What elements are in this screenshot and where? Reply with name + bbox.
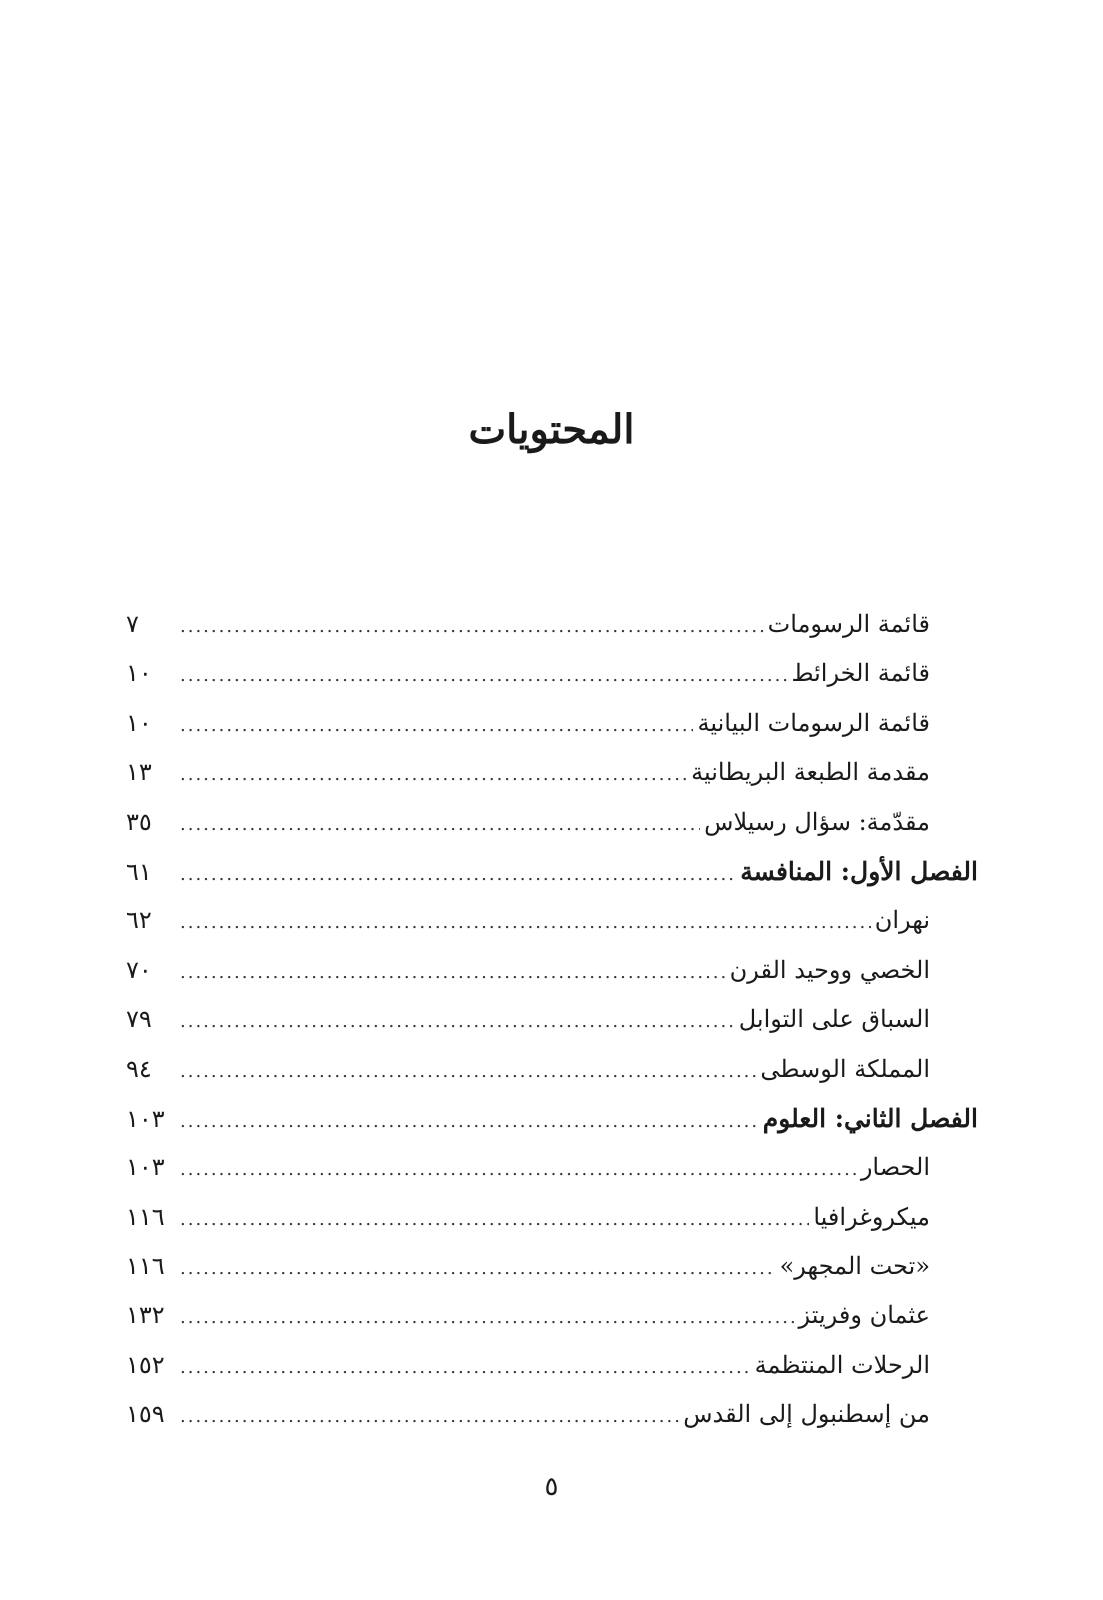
page-title: المحتويات [468,406,635,453]
toc-leader-dots [180,800,700,849]
toc-entry-page: ١٠ [126,659,152,688]
toc-entry [126,748,978,797]
toc-entry-title: الحصار [860,1153,930,1182]
toc-leader-dots [180,1097,759,1146]
toc-entry-title: «تحت المجهر» [779,1252,930,1281]
toc-entry-title: قائمة الخرائط [791,659,930,688]
page-number: ٥ [544,1472,559,1502]
toc-entry [126,600,978,649]
toc-entry [126,1143,978,1192]
toc-entry-page: ٧ [126,610,139,638]
table-of-contents [126,600,978,1440]
toc-leader-dots [180,1293,795,1342]
toc-entry-page: ١١٦ [126,1202,165,1231]
toc-chapter-entry [126,1094,978,1143]
toc-entry [126,1045,978,1094]
toc-entry-page: ٩٤ [126,1054,152,1083]
toc-entry-title: نهران [874,906,930,935]
toc-entry-title: الرحلات المنتظمة [754,1350,930,1379]
toc-entry-page: ٦١ [126,857,152,886]
toc-entry-page: ١٣ [126,758,152,787]
toc-leader-dots [180,997,735,1046]
toc-entry [126,1193,978,1242]
toc-entry-page: ١٠ [126,708,152,737]
toc-entry-title: السباق على التوابل [738,1005,930,1034]
toc-entry [126,699,978,748]
toc-entry [126,649,978,698]
toc-entry-page: ٣٥ [126,807,152,836]
toc-entry [126,1242,978,1291]
toc-leader-dots [180,1244,776,1293]
toc-entry-title: مقدمة الطبعة البريطانية [691,758,930,787]
toc-entry [126,946,978,995]
toc-entry-title: قائمة الرسومات [767,610,930,638]
toc-chapter-entry [126,847,978,896]
toc-entry-page: ٦٢ [126,906,152,935]
toc-entry [126,798,978,847]
toc-entry-page: ١٥٩ [126,1400,165,1429]
toc-leader-dots [180,750,687,799]
toc-entry-page: ٧٩ [126,1005,152,1034]
toc-leader-dots [180,898,871,947]
toc-chapter-title: الفصل الأول: المنافسة [740,856,978,886]
toc-leader-dots [180,1145,857,1194]
toc-leader-dots [180,651,787,700]
toc-leader-dots [180,1392,679,1441]
toc-entry-page: ١٠٣ [126,1104,165,1133]
toc-leader-dots [180,850,736,899]
toc-leader-dots [180,1343,751,1392]
toc-entry-page: ١٥٢ [126,1350,165,1379]
toc-entry-title: الخصي ووحيد القرن [729,955,930,984]
toc-leader-dots [180,948,726,997]
toc-entry [126,995,978,1044]
toc-entry [126,896,978,945]
toc-entry-title: عثمان وفريتز [798,1301,930,1330]
toc-entry-page: ٧٠ [126,955,152,984]
toc-entry-title: ميكروغرافيا [813,1202,930,1231]
toc-leader-dots [180,602,764,651]
toc-entry-title: من إسطنبول إلى القدس [683,1400,930,1429]
toc-entry [126,1291,978,1340]
toc-entry-page: ١١٦ [126,1252,165,1281]
toc-entry-page: ١٠٣ [126,1153,165,1182]
toc-leader-dots [180,1195,809,1244]
toc-entry-title: قائمة الرسومات البيانية [697,708,930,737]
toc-leader-dots [180,701,693,750]
toc-entry-title: المملكة الوسطى [760,1054,930,1083]
toc-entry [126,1341,978,1390]
toc-entry-title: مقدّمة: سؤال رسيلاس [704,807,930,836]
toc-leader-dots [180,1047,756,1096]
toc-chapter-title: الفصل الثاني: العلوم [762,1103,978,1133]
toc-entry [126,1390,978,1439]
toc-entry-page: ١٣٢ [126,1301,165,1330]
